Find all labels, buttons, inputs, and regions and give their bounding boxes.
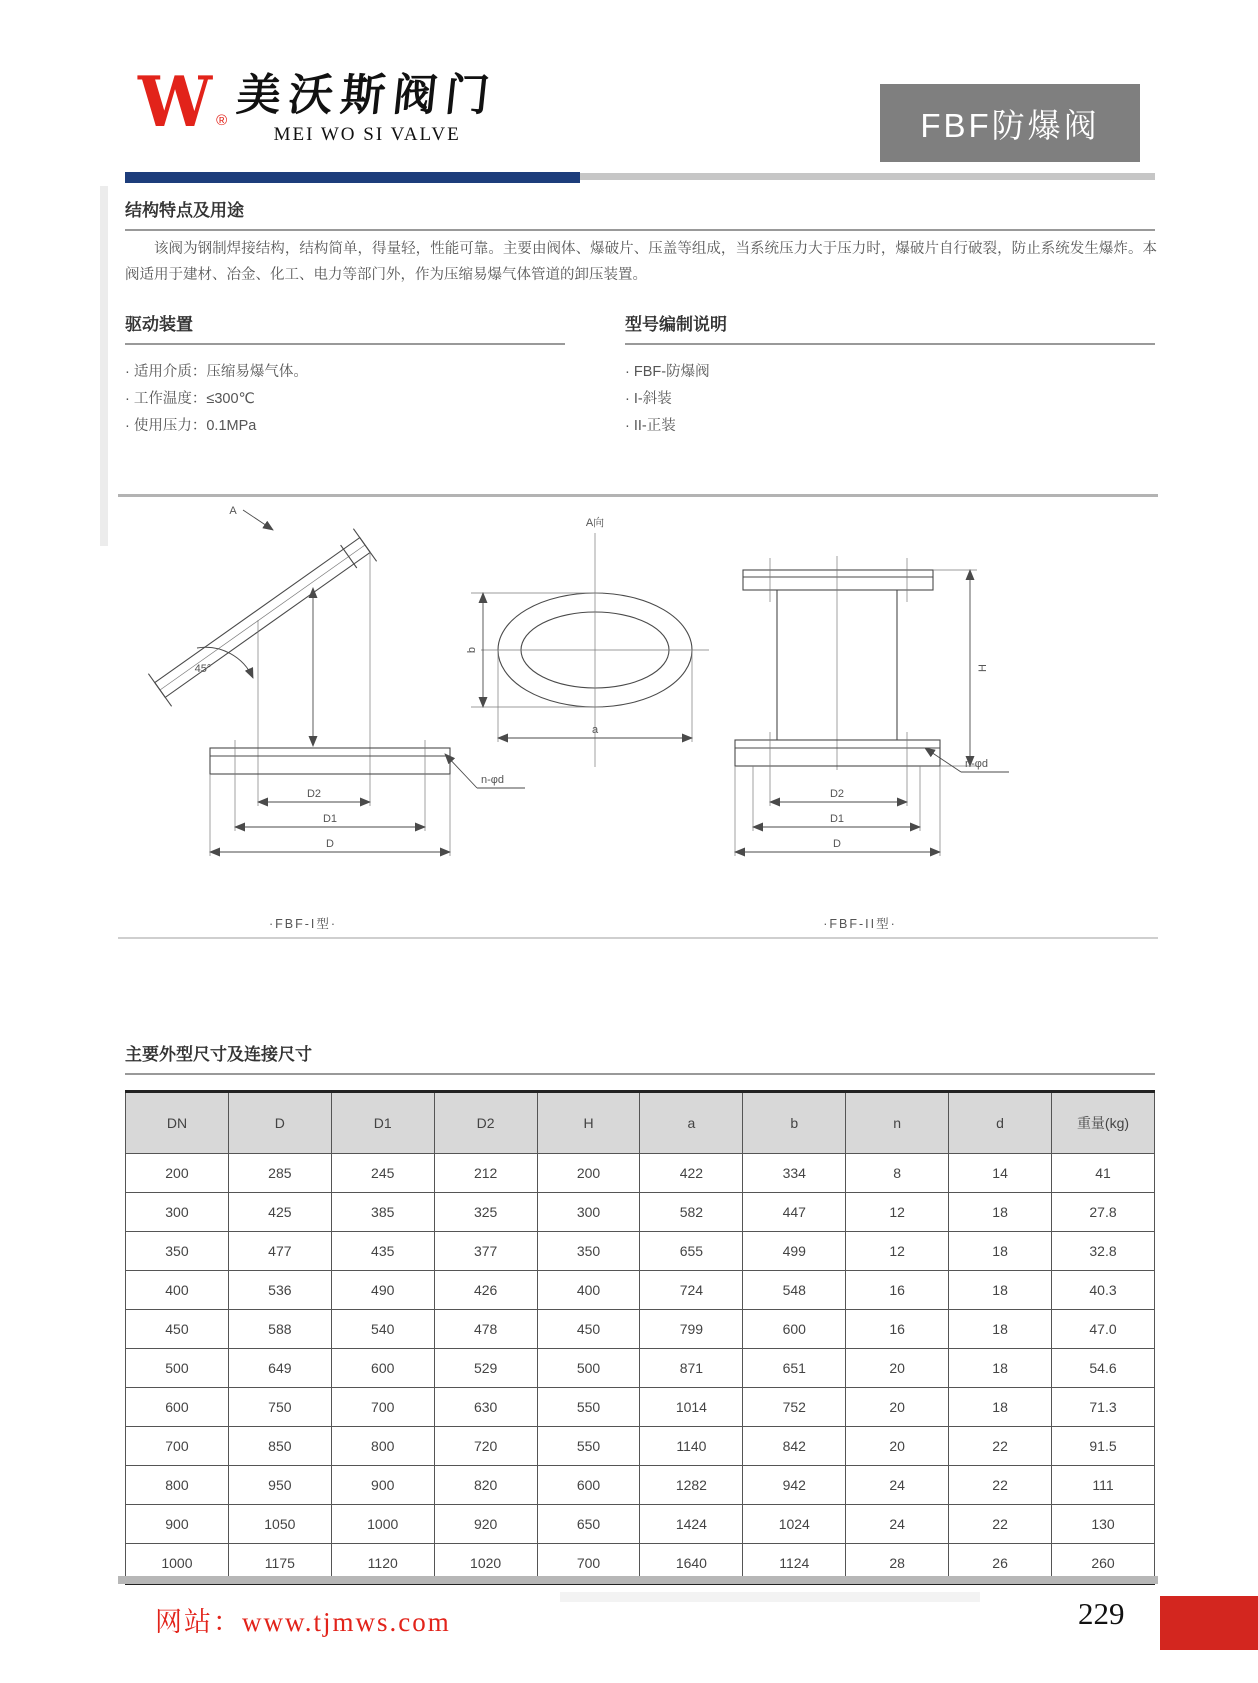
table-cell: 24 [846, 1505, 949, 1544]
col-header: D1 [331, 1092, 434, 1154]
footer-rule [118, 1576, 1158, 1584]
dimension-table-head [126, 1092, 1155, 1154]
table-cell: 425 [228, 1193, 331, 1232]
table-cell: 16 [846, 1310, 949, 1349]
table-cell: 260 [1052, 1544, 1155, 1584]
bolt-note-right: n-φd [965, 758, 989, 770]
table-cell: 920 [434, 1505, 537, 1544]
table-cell: 8 [846, 1154, 949, 1193]
table-row [126, 1349, 1155, 1388]
rule-below-diagrams [118, 937, 1158, 939]
d-label-right: D [833, 838, 841, 850]
drive-title: 驱动装置 [125, 310, 565, 345]
table-cell: 16 [846, 1271, 949, 1310]
table-cell: 400 [126, 1271, 229, 1310]
table-cell: 200 [537, 1154, 640, 1193]
table-row [126, 1310, 1155, 1349]
header-row [126, 1092, 1155, 1154]
table-cell: 422 [640, 1154, 743, 1193]
table-cell: 20 [846, 1427, 949, 1466]
col-header: a [640, 1092, 743, 1154]
h-label: H [977, 664, 989, 672]
table-cell: 651 [743, 1349, 846, 1388]
page-number: 229 [1078, 1596, 1125, 1631]
table-cell: 842 [743, 1427, 846, 1466]
divider-gray-segment [580, 173, 1155, 180]
table-cell: 245 [331, 1154, 434, 1193]
drive-item: · 使用压力：0.1MPa [125, 418, 257, 434]
drive-item: · 工作温度：≤300℃ [125, 391, 255, 407]
table-cell: 600 [743, 1310, 846, 1349]
table-cell: 1000 [126, 1544, 229, 1584]
a-label: a [591, 724, 599, 736]
table-cell: 385 [331, 1193, 434, 1232]
model-list [625, 359, 1155, 440]
table-cell: 27.8 [1052, 1193, 1155, 1232]
table-cell: 720 [434, 1427, 537, 1466]
d2-label-left: D2 [306, 788, 322, 800]
table-cell: 300 [126, 1193, 229, 1232]
section-features [125, 196, 1155, 231]
product-title-box: FBF防爆阀 [880, 84, 1140, 162]
table-cell: 582 [640, 1193, 743, 1232]
table-row [126, 1193, 1155, 1232]
table-row [126, 1154, 1155, 1193]
table-cell: 1014 [640, 1388, 743, 1427]
table-cell: 529 [434, 1349, 537, 1388]
table-cell: 22 [949, 1505, 1052, 1544]
table-cell: 1020 [434, 1544, 537, 1584]
dimension-table-body [126, 1154, 1155, 1584]
faded-print-artifact [560, 1592, 980, 1602]
bolt-note-left: n-φd [481, 774, 505, 786]
model-item: · II-正装 [625, 418, 676, 434]
table-cell: 1640 [640, 1544, 743, 1584]
table-cell: 450 [537, 1310, 640, 1349]
angle-label: 45° [194, 663, 212, 675]
features-body: 该阀为钢制焊接结构，结构简单，得量轻，性能可靠。主要由阀体、爆破片、压盖等组成，当系统压力大于压力时，爆破片自行破裂，防止系统发生爆炸。本阀适用于建材、冶金、化工、电力等部门外，作为压缩易爆气体管道的卸压装置。 [125, 241, 1157, 283]
table-cell: 20 [846, 1388, 949, 1427]
table-row [126, 1232, 1155, 1271]
section-model [625, 310, 1155, 440]
features-title: 结构特点及用途 [125, 196, 1155, 231]
table-cell: 71.3 [1052, 1388, 1155, 1427]
drawing-fbf-2 [735, 556, 1009, 856]
d1-label-left: D1 [322, 813, 338, 825]
rule-above-diagrams [118, 494, 1158, 497]
col-header: b [743, 1092, 846, 1154]
table-cell: 435 [331, 1232, 434, 1271]
d1-label-right: D1 [829, 813, 845, 825]
table-cell: 1175 [228, 1544, 331, 1584]
table-cell: 1050 [228, 1505, 331, 1544]
left-margin-strip [100, 186, 108, 546]
table-cell: 700 [537, 1544, 640, 1584]
table-cell: 20 [846, 1349, 949, 1388]
table-cell: 499 [743, 1232, 846, 1271]
table-row [126, 1505, 1155, 1544]
table-cell: 799 [640, 1310, 743, 1349]
header-divider [125, 172, 1155, 184]
table-cell: 18 [949, 1388, 1052, 1427]
table-cell: 550 [537, 1388, 640, 1427]
drawing-view-a [466, 515, 709, 767]
table-cell: 400 [537, 1271, 640, 1310]
table-cell: 750 [228, 1388, 331, 1427]
table-cell: 91.5 [1052, 1427, 1155, 1466]
model-item: · I-斜装 [625, 391, 672, 407]
logo-texts [234, 70, 500, 146]
col-header: H [537, 1092, 640, 1154]
table-cell: 12 [846, 1232, 949, 1271]
col-header: d [949, 1092, 1052, 1154]
section-table [125, 1040, 1155, 1075]
drawings-svg [125, 500, 1145, 940]
table-cell: 478 [434, 1310, 537, 1349]
table-cell: 18 [949, 1193, 1052, 1232]
col-header: 重量(kg) [1052, 1092, 1155, 1154]
section-drive [125, 310, 565, 440]
logo-w-mark: W [138, 61, 207, 143]
table-cell: 650 [537, 1505, 640, 1544]
table-cell: 450 [126, 1310, 229, 1349]
table-cell: 600 [537, 1466, 640, 1505]
table-row [126, 1388, 1155, 1427]
table-cell: 350 [537, 1232, 640, 1271]
table-cell: 500 [537, 1349, 640, 1388]
logo-chinese-name: 美沃斯阀门 [234, 71, 500, 120]
view-a-label: A向 [585, 517, 605, 529]
table-cell: 588 [228, 1310, 331, 1349]
table-cell: 1000 [331, 1505, 434, 1544]
table-row [126, 1466, 1155, 1505]
table-cell: 377 [434, 1232, 537, 1271]
table-cell: 111 [1052, 1466, 1155, 1505]
col-header: D2 [434, 1092, 537, 1154]
table-cell: 900 [331, 1466, 434, 1505]
table-cell: 1120 [331, 1544, 434, 1584]
table-cell: 447 [743, 1193, 846, 1232]
table-cell: 850 [228, 1427, 331, 1466]
table-cell: 1124 [743, 1544, 846, 1584]
table-cell: 32.8 [1052, 1232, 1155, 1271]
table-cell: 22 [949, 1466, 1052, 1505]
model-item: · FBF-防爆阀 [625, 364, 710, 380]
table-cell: 300 [537, 1193, 640, 1232]
website-text: 网站：www.tjmws.com [155, 1607, 451, 1637]
table-cell: 26 [949, 1544, 1052, 1584]
caption-fbf-1: ·FBF-I型· [268, 917, 338, 931]
d-label-left: D [326, 838, 334, 850]
d2-label-right: D2 [829, 788, 845, 800]
table-cell: 426 [434, 1271, 537, 1310]
table-cell: 14 [949, 1154, 1052, 1193]
table-row [126, 1271, 1155, 1310]
table-cell: 18 [949, 1349, 1052, 1388]
table-cell: 18 [949, 1310, 1052, 1349]
col-header: DN [126, 1092, 229, 1154]
b-label: b [466, 646, 478, 654]
table-cell: 630 [434, 1388, 537, 1427]
table-cell: 1282 [640, 1466, 743, 1505]
table-cell: 334 [743, 1154, 846, 1193]
table-cell: 600 [331, 1349, 434, 1388]
col-header: n [846, 1092, 949, 1154]
table-cell: 200 [126, 1154, 229, 1193]
model-title: 型号编制说明 [625, 310, 1155, 345]
page-corner-red-block [1160, 1596, 1258, 1650]
dimension-table [125, 1090, 1155, 1585]
table-cell: 18 [949, 1271, 1052, 1310]
table-cell: 900 [126, 1505, 229, 1544]
view-arrow-label: A [229, 505, 237, 517]
table-cell: 950 [228, 1466, 331, 1505]
table-cell: 942 [743, 1466, 846, 1505]
table-cell: 540 [331, 1310, 434, 1349]
table-cell: 325 [434, 1193, 537, 1232]
table-cell: 18 [949, 1232, 1052, 1271]
table-cell: 500 [126, 1349, 229, 1388]
table-cell: 22 [949, 1427, 1052, 1466]
table-cell: 12 [846, 1193, 949, 1232]
table-cell: 800 [331, 1427, 434, 1466]
logo-english-name: MEI WO SI VALVE [273, 124, 461, 145]
table-cell: 477 [228, 1232, 331, 1271]
table-cell: 490 [331, 1271, 434, 1310]
table-cell: 40.3 [1052, 1271, 1155, 1310]
drive-list [125, 359, 565, 440]
table-cell: 655 [640, 1232, 743, 1271]
col-header: D [228, 1092, 331, 1154]
table-cell: 1024 [743, 1505, 846, 1544]
drive-item: · 适用介质：压缩易爆气体。 [125, 364, 308, 380]
table-cell: 350 [126, 1232, 229, 1271]
table-cell: 550 [537, 1427, 640, 1466]
divider-blue-segment [125, 172, 580, 183]
caption-fbf-2: ·FBF-II型· [823, 917, 897, 931]
table-cell: 41 [1052, 1154, 1155, 1193]
table-cell: 1424 [640, 1505, 743, 1544]
table-cell: 548 [743, 1271, 846, 1310]
registered-trademark-icon: ® [216, 112, 228, 129]
table-cell: 212 [434, 1154, 537, 1193]
table-cell: 800 [126, 1466, 229, 1505]
table-cell: 24 [846, 1466, 949, 1505]
table-cell: 1140 [640, 1427, 743, 1466]
table-cell: 724 [640, 1271, 743, 1310]
table-cell: 536 [228, 1271, 331, 1310]
table-cell: 752 [743, 1388, 846, 1427]
table-cell: 130 [1052, 1505, 1155, 1544]
table-cell: 700 [331, 1388, 434, 1427]
drawing-fbf-1 [148, 505, 525, 856]
technical-drawings [125, 500, 1145, 940]
table-cell: 54.6 [1052, 1349, 1155, 1388]
table-cell: 649 [228, 1349, 331, 1388]
table-title: 主要外型尺寸及连接尺寸 [125, 1040, 1155, 1075]
table-cell: 47.0 [1052, 1310, 1155, 1349]
table-cell: 820 [434, 1466, 537, 1505]
table-row [126, 1427, 1155, 1466]
table-cell: 600 [126, 1388, 229, 1427]
brand-logo [138, 61, 500, 146]
table-cell: 28 [846, 1544, 949, 1584]
table-cell: 285 [228, 1154, 331, 1193]
table-cell: 700 [126, 1427, 229, 1466]
table-cell: 871 [640, 1349, 743, 1388]
